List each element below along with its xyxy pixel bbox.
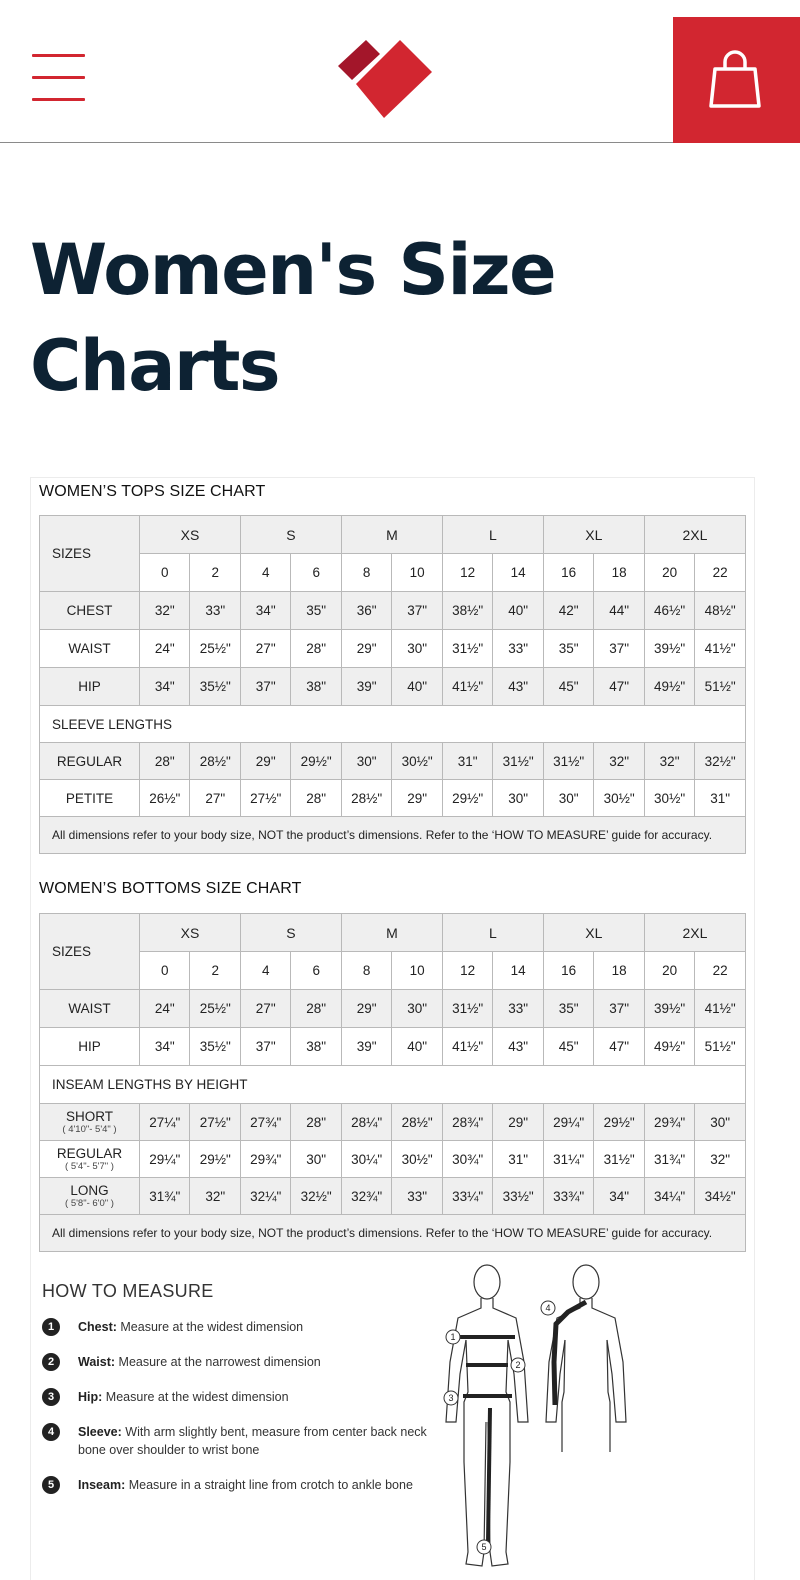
row-label	[40, 743, 140, 780]
length-cell: 28½"	[341, 780, 391, 817]
length-cell: 28½"	[190, 743, 240, 780]
size-group-row	[40, 914, 746, 952]
length-cell: 34½"	[695, 1178, 746, 1215]
length-cell: 28¾"	[442, 1104, 492, 1141]
sizes-label: SIZES	[40, 516, 140, 592]
measurement-cell: 25½"	[190, 630, 240, 668]
row-label	[40, 780, 140, 817]
length-cell: 28½"	[392, 1104, 442, 1141]
length-cell: 30"	[493, 780, 543, 817]
length-cell: 27¾"	[240, 1104, 290, 1141]
menu-line	[32, 98, 85, 101]
measurement-cell: 51½"	[695, 1028, 746, 1066]
size-group-header: 2XL	[644, 516, 745, 554]
size-group-header: S	[240, 914, 341, 952]
length-cell: 29½"	[190, 1141, 240, 1178]
figure-marker-label: 2	[515, 1360, 521, 1370]
measurement-cell: 48½"	[695, 592, 746, 630]
step-text: With arm slightly bent, measure from center back neck bone over shoulder to wrist bone	[78, 1425, 427, 1457]
body-measure-figures	[436, 1262, 636, 1580]
length-cell: 27¼"	[140, 1104, 190, 1141]
row-label-height: ( 5'4"- 5'7" )	[65, 1161, 114, 1172]
measurement-row	[40, 592, 746, 630]
measurement-cell: 35"	[291, 592, 341, 630]
menu-line	[32, 76, 85, 79]
measurement-cell: 44"	[594, 592, 644, 630]
length-cell: 31¾"	[140, 1178, 190, 1215]
length-cell: 28¼"	[341, 1104, 391, 1141]
length-cell: 31"	[493, 1141, 543, 1178]
size-number-cell: 12	[442, 554, 492, 592]
size-number-cell: 14	[493, 952, 543, 990]
length-cell: 29½"	[291, 743, 341, 780]
length-cell: 29¾"	[644, 1104, 694, 1141]
size-number-cell: 6	[291, 554, 341, 592]
measure-step-sleeve	[42, 1423, 432, 1459]
length-cell: 30½"	[594, 780, 644, 817]
size-number-cell: 22	[695, 554, 746, 592]
size-number-cell: 6	[291, 952, 341, 990]
measurement-cell: 35½"	[190, 1028, 240, 1066]
measure-step-waist	[42, 1353, 442, 1371]
size-number-cell: 18	[594, 952, 644, 990]
measurement-cell: 28"	[291, 630, 341, 668]
length-cell: 31¾"	[644, 1141, 694, 1178]
size-number-cell: 22	[695, 952, 746, 990]
measurement-row	[40, 1028, 746, 1066]
length-cell: 30"	[341, 743, 391, 780]
measurement-note: All dimensions refer to your body size, NOT the product’s dimensions. Refer to the ‘HOW TO MEASURE’ guide for accuracy.	[40, 1215, 746, 1252]
size-number-cell: 16	[543, 554, 593, 592]
size-number-cell: 2	[190, 952, 240, 990]
measure-step-inseam	[42, 1476, 442, 1494]
measurement-cell: 38"	[291, 668, 341, 706]
measurement-cell: 31½"	[442, 630, 492, 668]
measurement-cell: 47"	[594, 1028, 644, 1066]
length-cell: 33"	[392, 1178, 442, 1215]
measurement-cell: 35½"	[190, 668, 240, 706]
size-group-header: XL	[543, 516, 644, 554]
measurement-row	[40, 630, 746, 668]
measurement-cell: 24"	[140, 630, 190, 668]
row-label-height: ( 4'10"- 5'4" )	[62, 1124, 117, 1135]
length-cell: 29½"	[442, 780, 492, 817]
measurement-cell: 27"	[240, 630, 290, 668]
length-cell: 33¼"	[442, 1178, 492, 1215]
length-cell: 29¼"	[543, 1104, 593, 1141]
measurement-cell: 46½"	[644, 592, 694, 630]
step-name: Hip:	[78, 1390, 103, 1404]
measurement-cell: 40"	[493, 592, 543, 630]
length-cell: 33¾"	[543, 1178, 593, 1215]
measurement-cell: 45"	[543, 1028, 593, 1066]
size-number-cell: 20	[644, 554, 694, 592]
measurement-cell: 24"	[140, 990, 190, 1028]
menu-line	[32, 54, 85, 57]
row-label-main: SHORT	[65, 1109, 113, 1124]
page-title: Women's Size Charts	[30, 229, 556, 407]
length-cell: 32¼"	[240, 1178, 290, 1215]
size-number-cell: 4	[240, 952, 290, 990]
length-cell: 28"	[291, 1104, 341, 1141]
size-group-header: L	[442, 516, 543, 554]
measurement-row	[40, 668, 746, 706]
row-label: WAIST	[40, 630, 140, 668]
size-number-cell: 18	[594, 554, 644, 592]
measurement-cell: 35"	[543, 630, 593, 668]
size-number-cell: 20	[644, 952, 694, 990]
measurement-cell: 41½"	[695, 990, 746, 1028]
measurement-cell: 37"	[240, 1028, 290, 1066]
length-cell: 31½"	[543, 743, 593, 780]
row-label-main: REGULAR	[56, 1146, 123, 1161]
step-number: 5	[42, 1476, 60, 1494]
measurement-cell: 38½"	[442, 592, 492, 630]
note-row	[40, 817, 746, 854]
measurement-cell: 27"	[240, 990, 290, 1028]
size-number-cell: 8	[341, 554, 391, 592]
step-name: Waist:	[78, 1355, 116, 1369]
shopping-bag-icon[interactable]	[673, 17, 800, 143]
measurement-cell: 30"	[392, 630, 442, 668]
bottoms-size-table	[39, 913, 746, 1252]
length-cell: 34¼"	[644, 1178, 694, 1215]
length-cell: 30½"	[392, 743, 442, 780]
row-label-main: LONG	[70, 1183, 109, 1198]
size-number-cell: 10	[392, 952, 442, 990]
measurement-cell: 30"	[392, 990, 442, 1028]
size-group-header: XL	[543, 914, 644, 952]
row-label: WAIST	[40, 990, 140, 1028]
length-cell: 34"	[594, 1178, 644, 1215]
measure-step-hip	[42, 1388, 442, 1406]
note-row	[40, 1215, 746, 1252]
length-cell: 29¾"	[240, 1141, 290, 1178]
measurement-cell: 40"	[392, 1028, 442, 1066]
size-number-cell: 2	[190, 554, 240, 592]
brand-logo-icon[interactable]	[336, 36, 436, 120]
measurement-cell: 47"	[594, 668, 644, 706]
section-label: SLEEVE LENGTHS	[40, 706, 746, 743]
size-group-header: M	[341, 516, 442, 554]
length-cell: 30½"	[392, 1141, 442, 1178]
size-group-row	[40, 516, 746, 554]
row-label-main: PETITE	[65, 790, 114, 806]
how-to-measure-title: HOW TO MEASURE	[42, 1281, 214, 1301]
figure-marker-label: 5	[481, 1542, 487, 1552]
measurement-cell: 25½"	[190, 990, 240, 1028]
row-label: CHEST	[40, 592, 140, 630]
section-row	[40, 706, 746, 743]
step-text: Measure at the narrowest dimension	[118, 1355, 321, 1369]
measurement-row	[40, 990, 746, 1028]
row-label	[40, 1141, 140, 1178]
step-number: 2	[42, 1353, 60, 1371]
step-name: Inseam:	[78, 1478, 126, 1492]
measurement-cell: 45"	[543, 668, 593, 706]
length-cell: 32"	[190, 1178, 240, 1215]
measurement-cell: 34"	[140, 668, 190, 706]
step-number: 4	[42, 1423, 60, 1441]
measurement-cell: 42"	[543, 592, 593, 630]
measurement-cell: 41½"	[442, 668, 492, 706]
length-cell: 33½"	[493, 1178, 543, 1215]
size-group-header: M	[341, 914, 442, 952]
length-cell: 32"	[644, 743, 694, 780]
size-number-cell: 4	[240, 554, 290, 592]
measurement-cell: 39½"	[644, 630, 694, 668]
measurement-cell: 29"	[341, 630, 391, 668]
hamburger-menu-icon[interactable]	[24, 42, 94, 112]
measurement-note: All dimensions refer to your body size, NOT the product’s dimensions. Refer to the ‘HOW TO MEASURE’ guide for accuracy.	[40, 817, 746, 854]
figure-marker-label: 1	[450, 1332, 456, 1342]
length-cell: 29"	[240, 743, 290, 780]
length-cell: 30"	[695, 1104, 746, 1141]
length-row	[40, 780, 746, 817]
length-cell: 31½"	[594, 1141, 644, 1178]
length-row	[40, 743, 746, 780]
length-cell: 31"	[695, 780, 746, 817]
length-cell: 27½"	[190, 1104, 240, 1141]
measurement-cell: 39½"	[644, 990, 694, 1028]
measurement-cell: 28"	[291, 990, 341, 1028]
measurement-cell: 37"	[594, 990, 644, 1028]
measurement-cell: 29"	[341, 990, 391, 1028]
measurement-cell: 40"	[392, 668, 442, 706]
size-number-cell: 10	[392, 554, 442, 592]
measurement-cell: 32"	[140, 592, 190, 630]
length-cell: 27"	[190, 780, 240, 817]
length-cell: 32"	[695, 1141, 746, 1178]
step-text: Measure at the widest dimension	[105, 1390, 289, 1404]
length-row	[40, 1141, 746, 1178]
measurement-cell: 43"	[493, 668, 543, 706]
length-cell: 30"	[543, 780, 593, 817]
measurement-cell: 33"	[493, 990, 543, 1028]
length-cell: 32½"	[291, 1178, 341, 1215]
row-label-main: REGULAR	[56, 753, 123, 769]
row-label	[40, 1104, 140, 1141]
length-cell: 28"	[291, 780, 341, 817]
length-cell: 29½"	[594, 1104, 644, 1141]
length-cell: 32¾"	[341, 1178, 391, 1215]
length-cell: 31½"	[493, 743, 543, 780]
measurement-cell: 37"	[594, 630, 644, 668]
sizes-label: SIZES	[40, 914, 140, 990]
size-number-cell: 14	[493, 554, 543, 592]
length-cell: 31"	[442, 743, 492, 780]
length-cell: 29¼"	[140, 1141, 190, 1178]
length-row	[40, 1104, 746, 1141]
length-cell: 26½"	[140, 780, 190, 817]
size-group-header: S	[240, 516, 341, 554]
length-cell: 27½"	[240, 780, 290, 817]
measurement-cell: 36"	[341, 592, 391, 630]
length-cell: 32½"	[695, 743, 746, 780]
length-cell: 29"	[493, 1104, 543, 1141]
length-cell: 30½"	[644, 780, 694, 817]
measurement-cell: 39"	[341, 668, 391, 706]
row-label-height: ( 5'8"- 6'0" )	[65, 1198, 114, 1209]
measurement-cell: 38"	[291, 1028, 341, 1066]
row-label: HIP	[40, 1028, 140, 1066]
measurement-cell: 41½"	[442, 1028, 492, 1066]
measurement-cell: 37"	[392, 592, 442, 630]
figure-marker-label: 4	[545, 1303, 551, 1313]
step-name: Sleeve:	[78, 1425, 122, 1439]
measurement-cell: 43"	[493, 1028, 543, 1066]
step-text: Measure in a straight line from crotch to ankle bone	[128, 1478, 413, 1492]
measurement-cell: 49½"	[644, 1028, 694, 1066]
size-group-header: L	[442, 914, 543, 952]
length-cell: 28"	[140, 743, 190, 780]
length-cell: 30¾"	[442, 1141, 492, 1178]
row-label	[40, 1178, 140, 1215]
size-number-cell: 0	[140, 952, 190, 990]
length-cell: 30¼"	[341, 1141, 391, 1178]
size-number-row	[40, 554, 746, 592]
size-group-header: 2XL	[644, 914, 745, 952]
step-name: Chest:	[78, 1320, 117, 1334]
length-row	[40, 1178, 746, 1215]
measurement-cell: 31½"	[442, 990, 492, 1028]
measurement-cell: 34"	[140, 1028, 190, 1066]
step-text: Measure at the widest dimension	[120, 1320, 304, 1334]
length-cell: 31¼"	[543, 1141, 593, 1178]
row-label: HIP	[40, 668, 140, 706]
size-number-cell: 8	[341, 952, 391, 990]
step-number: 3	[42, 1388, 60, 1406]
measure-step-chest	[42, 1318, 442, 1336]
measurement-cell: 35"	[543, 990, 593, 1028]
step-number: 1	[42, 1318, 60, 1336]
size-number-row	[40, 952, 746, 990]
size-number-cell: 0	[140, 554, 190, 592]
length-cell: 30"	[291, 1141, 341, 1178]
size-number-cell: 16	[543, 952, 593, 990]
size-group-header: XS	[140, 914, 241, 952]
measurement-cell: 34"	[240, 592, 290, 630]
size-number-cell: 12	[442, 952, 492, 990]
measurement-cell: 33"	[190, 592, 240, 630]
figure-marker-label: 3	[448, 1393, 454, 1403]
measurement-cell: 51½"	[695, 668, 746, 706]
size-group-header: XS	[140, 516, 241, 554]
measurement-cell: 39"	[341, 1028, 391, 1066]
tops-chart-title: WOMEN’S TOPS SIZE CHART	[39, 483, 266, 500]
length-cell: 29"	[392, 780, 442, 817]
bottoms-chart-title: WOMEN’S BOTTOMS SIZE CHART	[39, 880, 302, 897]
section-label: INSEAM LENGTHS BY HEIGHT	[40, 1066, 746, 1104]
site-header	[0, 0, 800, 143]
measurement-cell: 37"	[240, 668, 290, 706]
measurement-cell: 49½"	[644, 668, 694, 706]
length-cell: 32"	[594, 743, 644, 780]
section-row	[40, 1066, 746, 1104]
measurement-cell: 41½"	[695, 630, 746, 668]
tops-size-table	[39, 515, 746, 854]
measurement-cell: 33"	[493, 630, 543, 668]
